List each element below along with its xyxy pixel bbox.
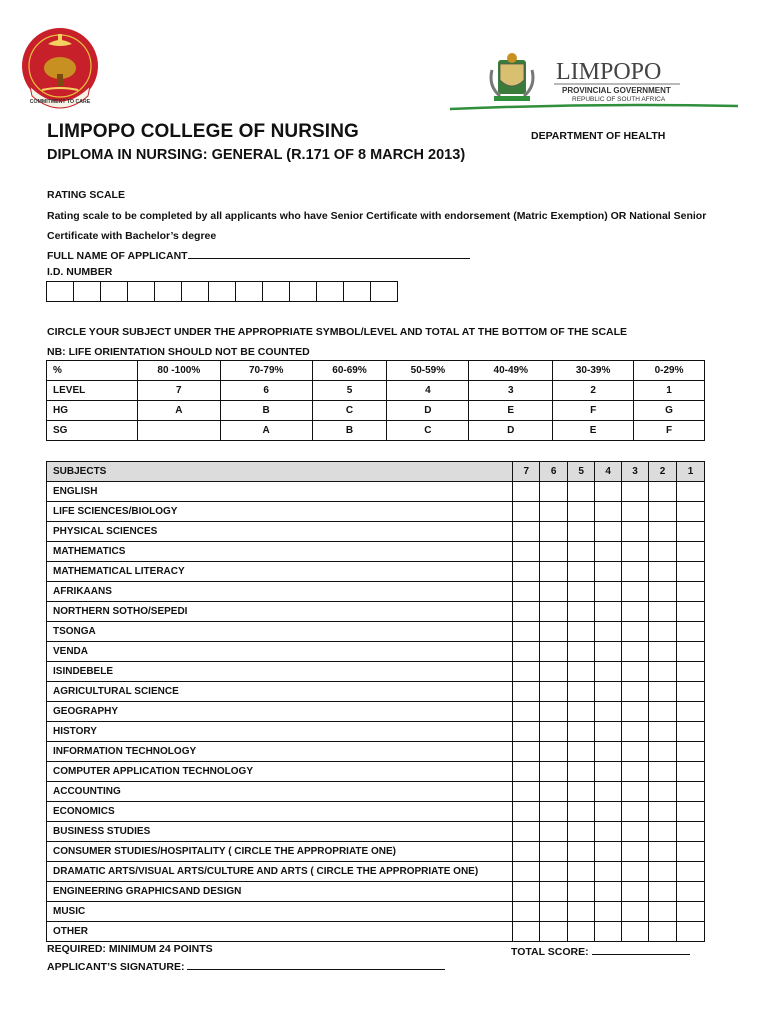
subject-level-cell[interactable] bbox=[568, 502, 595, 522]
subject-level-cell[interactable] bbox=[595, 602, 622, 622]
grade-cell: D bbox=[469, 421, 553, 441]
subject-row bbox=[47, 742, 705, 762]
subject-level-cell[interactable] bbox=[595, 562, 622, 582]
grade-cell: E bbox=[553, 421, 634, 441]
subject-level-cell[interactable] bbox=[649, 902, 677, 922]
grade-cell: F bbox=[634, 421, 705, 441]
subject-level-cell[interactable] bbox=[595, 542, 622, 562]
subject-level-cell[interactable] bbox=[513, 742, 540, 762]
subject-level-cell[interactable] bbox=[513, 762, 540, 782]
subject-row bbox=[47, 762, 705, 782]
coat-of-arms-icon bbox=[491, 53, 533, 101]
subject-level-cell[interactable] bbox=[513, 622, 540, 642]
subject-level-cell[interactable] bbox=[568, 522, 595, 542]
grade-cell: C bbox=[387, 421, 469, 441]
grade-cell: D bbox=[387, 401, 469, 421]
subject-level-cell[interactable] bbox=[622, 482, 649, 502]
subject-level-cell[interactable] bbox=[540, 782, 568, 802]
subject-level-cell[interactable] bbox=[568, 702, 595, 722]
subject-name: ISINDEBELE bbox=[47, 662, 513, 682]
id-digit-box[interactable] bbox=[289, 282, 316, 301]
subject-name: ENGLISH bbox=[47, 482, 513, 502]
subject-level-cell[interactable] bbox=[540, 582, 568, 602]
grade-cell: 30-39% bbox=[553, 361, 634, 381]
subject-level-cell[interactable] bbox=[595, 922, 622, 942]
signature-label: APPLICANT’S SIGNATURE: bbox=[47, 961, 185, 973]
subject-level-cell[interactable] bbox=[513, 662, 540, 682]
grade-cell: G bbox=[634, 401, 705, 421]
subject-row bbox=[47, 482, 705, 502]
grade-cell: F bbox=[553, 401, 634, 421]
subject-name: HISTORY bbox=[47, 722, 513, 742]
subject-level-cell[interactable] bbox=[677, 642, 705, 662]
subject-row bbox=[47, 562, 705, 582]
subject-level-cell[interactable] bbox=[568, 762, 595, 782]
subject-level-cell[interactable] bbox=[677, 882, 705, 902]
subject-level-cell[interactable] bbox=[649, 882, 677, 902]
subject-level-cell[interactable] bbox=[568, 562, 595, 582]
subject-level-cell[interactable] bbox=[649, 602, 677, 622]
subject-name: OTHER bbox=[47, 922, 513, 942]
subject-level-cell[interactable] bbox=[595, 522, 622, 542]
subject-level-cell[interactable] bbox=[568, 682, 595, 702]
subject-name: VENDA bbox=[47, 642, 513, 662]
subject-level-cell[interactable] bbox=[540, 802, 568, 822]
subject-level-cell[interactable] bbox=[513, 902, 540, 922]
subject-level-cell[interactable] bbox=[622, 502, 649, 522]
id-digit-box[interactable] bbox=[235, 282, 262, 301]
subject-level-cell[interactable] bbox=[513, 542, 540, 562]
subject-name: TSONGA bbox=[47, 622, 513, 642]
logo-line2-text: REPUBLIC OF SOUTH AFRICA bbox=[572, 96, 666, 103]
subject-level-cell[interactable] bbox=[595, 882, 622, 902]
subject-level-cell[interactable] bbox=[622, 922, 649, 942]
subject-level-cell[interactable] bbox=[649, 622, 677, 642]
subject-level-cell[interactable] bbox=[649, 682, 677, 702]
subject-row bbox=[47, 662, 705, 682]
grade-cell: 50-59% bbox=[387, 361, 469, 381]
grade-conversion-table bbox=[46, 360, 705, 441]
subject-level-cell[interactable] bbox=[622, 802, 649, 822]
grade-row-label: SG bbox=[47, 421, 138, 441]
subject-level-cell[interactable] bbox=[622, 902, 649, 922]
id-digit-box[interactable] bbox=[370, 282, 397, 301]
subject-level-cell[interactable] bbox=[568, 922, 595, 942]
subject-row bbox=[47, 702, 705, 722]
subject-name: AFRIKAANS bbox=[47, 582, 513, 602]
subject-level-cell[interactable] bbox=[622, 682, 649, 702]
grade-row bbox=[47, 361, 705, 381]
subject-level-cell[interactable] bbox=[568, 482, 595, 502]
subject-level-cell[interactable] bbox=[595, 862, 622, 882]
grade-row-label: HG bbox=[47, 401, 138, 421]
subject-row bbox=[47, 542, 705, 562]
subject-level-cell[interactable] bbox=[513, 482, 540, 502]
subject-level-cell[interactable] bbox=[649, 722, 677, 742]
subject-level-cell[interactable] bbox=[649, 782, 677, 802]
subject-level-cell[interactable] bbox=[540, 922, 568, 942]
subject-level-cell[interactable] bbox=[513, 562, 540, 582]
subject-level-cell[interactable] bbox=[622, 642, 649, 662]
subject-level-cell[interactable] bbox=[649, 582, 677, 602]
level-header-5: 5 bbox=[568, 462, 595, 482]
signature-row bbox=[47, 958, 445, 973]
subject-level-cell[interactable] bbox=[677, 542, 705, 562]
subject-level-cell[interactable] bbox=[513, 802, 540, 822]
subject-level-cell[interactable] bbox=[513, 702, 540, 722]
subject-level-cell[interactable] bbox=[649, 922, 677, 942]
subject-level-cell[interactable] bbox=[540, 522, 568, 542]
id-number-boxes[interactable] bbox=[46, 281, 398, 302]
grade-cell: 5 bbox=[312, 381, 387, 401]
subject-level-cell[interactable] bbox=[649, 802, 677, 822]
subject-level-cell[interactable] bbox=[677, 822, 705, 842]
id-number-label: I.D. NUMBER bbox=[47, 266, 113, 278]
subject-row bbox=[47, 602, 705, 622]
subject-level-cell[interactable] bbox=[513, 882, 540, 902]
grade-row bbox=[47, 381, 705, 401]
subject-row bbox=[47, 882, 705, 902]
subject-level-cell[interactable] bbox=[622, 722, 649, 742]
subject-name: NORTHERN SOTHO/SEPEDI bbox=[47, 602, 513, 622]
signature-field[interactable] bbox=[187, 958, 445, 970]
subject-level-cell[interactable] bbox=[677, 762, 705, 782]
subject-level-cell[interactable] bbox=[595, 902, 622, 922]
subject-level-cell[interactable] bbox=[622, 602, 649, 622]
subject-level-cell[interactable] bbox=[595, 622, 622, 642]
subject-level-cell[interactable] bbox=[622, 742, 649, 762]
subject-level-cell[interactable] bbox=[540, 482, 568, 502]
subject-level-cell[interactable] bbox=[513, 782, 540, 802]
subject-level-cell[interactable] bbox=[540, 702, 568, 722]
total-score-label: TOTAL SCORE: bbox=[511, 946, 589, 958]
level-header-4: 4 bbox=[595, 462, 622, 482]
grade-cell: 2 bbox=[553, 381, 634, 401]
subject-row bbox=[47, 862, 705, 882]
id-digit-box[interactable] bbox=[127, 282, 154, 301]
id-digit-box[interactable] bbox=[100, 282, 127, 301]
subject-level-cell[interactable] bbox=[622, 622, 649, 642]
subject-row bbox=[47, 782, 705, 802]
subject-level-cell[interactable] bbox=[540, 862, 568, 882]
subject-name: LIFE SCIENCES/BIOLOGY bbox=[47, 502, 513, 522]
required-points-note: REQUIRED: MINIMUM 24 POINTS bbox=[47, 943, 213, 955]
grade-cell: 40-49% bbox=[469, 361, 553, 381]
subject-level-cell[interactable] bbox=[649, 502, 677, 522]
subject-level-cell[interactable] bbox=[540, 822, 568, 842]
subject-level-cell[interactable] bbox=[540, 562, 568, 582]
subject-level-cell[interactable] bbox=[568, 582, 595, 602]
subject-row bbox=[47, 642, 705, 662]
grade-cell: 4 bbox=[387, 381, 469, 401]
subject-level-cell[interactable] bbox=[677, 742, 705, 762]
subject-level-cell[interactable] bbox=[540, 682, 568, 702]
grade-cell: 3 bbox=[469, 381, 553, 401]
subject-level-cell[interactable] bbox=[513, 862, 540, 882]
subject-level-cell[interactable] bbox=[513, 642, 540, 662]
rating-scale-heading: RATING SCALE bbox=[47, 189, 125, 201]
subject-row bbox=[47, 922, 705, 942]
subject-level-cell[interactable] bbox=[540, 842, 568, 862]
subject-name: PHYSICAL SCIENCES bbox=[47, 522, 513, 542]
subject-level-cell[interactable] bbox=[649, 862, 677, 882]
page-subtitle: DIPLOMA IN NURSING: GENERAL (R.171 OF 8 MARCH 2013) bbox=[47, 147, 466, 163]
subject-level-cell[interactable] bbox=[649, 762, 677, 782]
subject-level-cell[interactable] bbox=[677, 862, 705, 882]
subject-level-cell[interactable] bbox=[595, 842, 622, 862]
subject-level-cell[interactable] bbox=[568, 742, 595, 762]
subject-level-cell[interactable] bbox=[540, 902, 568, 922]
subject-level-cell[interactable] bbox=[649, 702, 677, 722]
subject-level-cell[interactable] bbox=[513, 522, 540, 542]
subject-level-cell[interactable] bbox=[513, 842, 540, 862]
subject-row bbox=[47, 902, 705, 922]
subject-level-cell[interactable] bbox=[540, 642, 568, 662]
subject-row bbox=[47, 822, 705, 842]
subject-level-cell[interactable] bbox=[622, 762, 649, 782]
subject-name: ACCOUNTING bbox=[47, 782, 513, 802]
subject-level-cell[interactable] bbox=[568, 842, 595, 862]
subject-level-cell[interactable] bbox=[595, 722, 622, 742]
grade-cell: 1 bbox=[634, 381, 705, 401]
level-header-2: 2 bbox=[649, 462, 677, 482]
subject-name: DRAMATIC ARTS/VISUAL ARTS/CULTURE AND ARTS ( CIRCLE THE APPROPRIATE ONE) bbox=[47, 862, 513, 882]
subject-level-cell[interactable] bbox=[568, 902, 595, 922]
subject-level-cell[interactable] bbox=[540, 502, 568, 522]
grade-cell: 80 -100% bbox=[137, 361, 220, 381]
subject-level-cell[interactable] bbox=[568, 782, 595, 802]
id-digit-box[interactable] bbox=[262, 282, 289, 301]
department-label: DEPARTMENT OF HEALTH bbox=[531, 130, 666, 142]
id-digit-box[interactable] bbox=[208, 282, 235, 301]
level-header-1: 1 bbox=[677, 462, 705, 482]
subject-level-cell[interactable] bbox=[649, 542, 677, 562]
subject-level-cell[interactable] bbox=[513, 722, 540, 742]
grade-row bbox=[47, 401, 705, 421]
subject-level-cell[interactable] bbox=[595, 662, 622, 682]
subject-level-cell[interactable] bbox=[568, 802, 595, 822]
subject-level-cell[interactable] bbox=[595, 742, 622, 762]
grade-cell: 0-29% bbox=[634, 361, 705, 381]
subject-level-cell[interactable] bbox=[595, 502, 622, 522]
id-digit-box[interactable] bbox=[316, 282, 343, 301]
subject-name: ENGINEERING GRAPHICSAND DESIGN bbox=[47, 882, 513, 902]
subject-level-cell[interactable] bbox=[677, 842, 705, 862]
crest-motto: COMMITMENT TO CARE bbox=[29, 99, 91, 105]
logo-brand-text: LIMPOPO bbox=[556, 59, 662, 85]
subject-level-cell[interactable] bbox=[677, 562, 705, 582]
level-header-7: 7 bbox=[513, 462, 540, 482]
id-digit-box[interactable] bbox=[47, 282, 73, 301]
subject-level-cell[interactable] bbox=[568, 662, 595, 682]
logo-line1-text: PROVINCIAL GOVERNMENT bbox=[562, 86, 671, 95]
subject-level-cell[interactable] bbox=[622, 562, 649, 582]
subject-level-cell[interactable] bbox=[649, 822, 677, 842]
id-digit-box[interactable] bbox=[343, 282, 370, 301]
subject-name: INFORMATION TECHNOLOGY bbox=[47, 742, 513, 762]
limpopo-government-logo bbox=[448, 50, 740, 114]
subject-name: BUSINESS STUDIES bbox=[47, 822, 513, 842]
subject-name: GEOGRAPHY bbox=[47, 702, 513, 722]
subject-level-cell[interactable] bbox=[513, 582, 540, 602]
subject-level-cell[interactable] bbox=[568, 862, 595, 882]
subject-level-cell[interactable] bbox=[595, 702, 622, 722]
subject-level-cell[interactable] bbox=[677, 702, 705, 722]
subject-level-cell[interactable] bbox=[622, 842, 649, 862]
subject-level-cell[interactable] bbox=[540, 742, 568, 762]
subject-level-cell[interactable] bbox=[622, 862, 649, 882]
college-crest-logo bbox=[18, 24, 102, 112]
grade-row-label: LEVEL bbox=[47, 381, 138, 401]
subject-level-cell[interactable] bbox=[622, 882, 649, 902]
grade-cell bbox=[137, 421, 220, 441]
subject-level-cell[interactable] bbox=[649, 842, 677, 862]
subject-name: ECONOMICS bbox=[47, 802, 513, 822]
subject-level-cell[interactable] bbox=[649, 662, 677, 682]
subject-level-cell[interactable] bbox=[595, 642, 622, 662]
grade-cell: B bbox=[312, 421, 387, 441]
subject-level-cell[interactable] bbox=[540, 882, 568, 902]
subject-level-cell[interactable] bbox=[540, 542, 568, 562]
subject-name: AGRICULTURAL SCIENCE bbox=[47, 682, 513, 702]
subject-row bbox=[47, 582, 705, 602]
subject-level-cell[interactable] bbox=[595, 782, 622, 802]
subject-level-cell[interactable] bbox=[513, 822, 540, 842]
grade-row bbox=[47, 421, 705, 441]
subject-level-cell[interactable] bbox=[677, 582, 705, 602]
id-digit-box[interactable] bbox=[73, 282, 100, 301]
id-digit-box[interactable] bbox=[154, 282, 181, 301]
level-header-3: 3 bbox=[622, 462, 649, 482]
grade-cell: 60-69% bbox=[312, 361, 387, 381]
subject-level-cell[interactable] bbox=[513, 602, 540, 622]
subject-level-cell[interactable] bbox=[595, 802, 622, 822]
subject-level-cell[interactable] bbox=[568, 642, 595, 662]
subject-level-cell[interactable] bbox=[677, 802, 705, 822]
subject-level-cell[interactable] bbox=[677, 682, 705, 702]
grade-cell: E bbox=[469, 401, 553, 421]
subject-level-cell[interactable] bbox=[677, 782, 705, 802]
subject-level-cell[interactable] bbox=[540, 602, 568, 622]
subject-level-cell[interactable] bbox=[622, 822, 649, 842]
subject-row bbox=[47, 682, 705, 702]
subject-level-cell[interactable] bbox=[649, 742, 677, 762]
subject-level-cell[interactable] bbox=[595, 482, 622, 502]
subject-row bbox=[47, 842, 705, 862]
subject-level-cell[interactable] bbox=[677, 502, 705, 522]
subject-level-cell[interactable] bbox=[622, 542, 649, 562]
subject-level-cell[interactable] bbox=[568, 882, 595, 902]
subject-level-cell[interactable] bbox=[677, 602, 705, 622]
subject-level-cell[interactable] bbox=[513, 682, 540, 702]
subject-row bbox=[47, 722, 705, 742]
instruction-line-1: CIRCLE YOUR SUBJECT UNDER THE APPROPRIATE SYMBOL/LEVEL AND TOTAL AT THE BOTTOM OF THE SCALE bbox=[47, 326, 628, 338]
subject-row bbox=[47, 622, 705, 642]
subject-level-cell[interactable] bbox=[677, 482, 705, 502]
subject-level-cell[interactable] bbox=[568, 602, 595, 622]
subject-level-cell[interactable] bbox=[540, 762, 568, 782]
grade-cell: C bbox=[312, 401, 387, 421]
full-name-field[interactable] bbox=[188, 247, 470, 259]
subject-level-cell[interactable] bbox=[649, 522, 677, 542]
subject-level-cell[interactable] bbox=[649, 482, 677, 502]
subject-level-cell[interactable] bbox=[568, 722, 595, 742]
total-score-row bbox=[511, 943, 690, 958]
subjects-table bbox=[46, 461, 705, 942]
subject-level-cell[interactable] bbox=[649, 562, 677, 582]
subject-level-cell[interactable] bbox=[540, 622, 568, 642]
subject-level-cell[interactable] bbox=[568, 622, 595, 642]
level-header-6: 6 bbox=[540, 462, 568, 482]
subject-level-cell[interactable] bbox=[595, 762, 622, 782]
subject-level-cell[interactable] bbox=[513, 502, 540, 522]
subjects-header: SUBJECTS bbox=[47, 462, 513, 482]
subject-level-cell[interactable] bbox=[677, 902, 705, 922]
subject-level-cell[interactable] bbox=[677, 522, 705, 542]
grade-cell: A bbox=[137, 401, 220, 421]
grade-cell: B bbox=[220, 401, 312, 421]
subject-name: CONSUMER STUDIES/HOSPITALITY ( CIRCLE THE APPROPRIATE ONE) bbox=[47, 842, 513, 862]
subject-level-cell[interactable] bbox=[595, 682, 622, 702]
full-name-label: FULL NAME OF APPLICANT bbox=[47, 250, 188, 262]
grade-cell: A bbox=[220, 421, 312, 441]
subject-level-cell[interactable] bbox=[622, 662, 649, 682]
grade-cell: 7 bbox=[137, 381, 220, 401]
subject-level-cell[interactable] bbox=[677, 622, 705, 642]
subject-level-cell[interactable] bbox=[513, 922, 540, 942]
grade-row-label: % bbox=[47, 361, 138, 381]
subject-level-cell[interactable] bbox=[595, 582, 622, 602]
instruction-line-2: NB: LIFE ORIENTATION SHOULD NOT BE COUNTED bbox=[47, 346, 310, 358]
subject-level-cell[interactable] bbox=[540, 722, 568, 742]
subject-level-cell[interactable] bbox=[649, 642, 677, 662]
full-name-row bbox=[47, 247, 470, 262]
subject-level-cell[interactable] bbox=[677, 722, 705, 742]
page-title: LIMPOPO COLLEGE OF NURSING bbox=[47, 121, 359, 142]
subject-name: COMPUTER APPLICATION TECHNOLOGY bbox=[47, 762, 513, 782]
subject-level-cell[interactable] bbox=[677, 662, 705, 682]
subject-level-cell[interactable] bbox=[540, 662, 568, 682]
subject-name: MATHEMATICAL LITERACY bbox=[47, 562, 513, 582]
subject-level-cell[interactable] bbox=[622, 522, 649, 542]
total-score-field[interactable] bbox=[592, 943, 690, 955]
subject-row bbox=[47, 802, 705, 822]
grade-cell: 70-79% bbox=[220, 361, 312, 381]
subject-level-cell[interactable] bbox=[595, 822, 622, 842]
subjects-header-row bbox=[47, 462, 705, 482]
subject-level-cell[interactable] bbox=[622, 582, 649, 602]
subject-level-cell[interactable] bbox=[622, 782, 649, 802]
subject-level-cell[interactable] bbox=[677, 922, 705, 942]
subject-row bbox=[47, 522, 705, 542]
subject-level-cell[interactable] bbox=[568, 542, 595, 562]
subject-name: MATHEMATICS bbox=[47, 542, 513, 562]
id-digit-box[interactable] bbox=[181, 282, 208, 301]
subject-row bbox=[47, 502, 705, 522]
grade-cell: 6 bbox=[220, 381, 312, 401]
subject-name: MUSIC bbox=[47, 902, 513, 922]
subject-level-cell[interactable] bbox=[568, 822, 595, 842]
subject-level-cell[interactable] bbox=[622, 702, 649, 722]
rating-scale-text: Rating scale to be completed by all applicants who have Senior Certificate with endorsement (Matric Exemption) OR National Senior Certificate with Bachelor’s degree bbox=[47, 210, 707, 242]
